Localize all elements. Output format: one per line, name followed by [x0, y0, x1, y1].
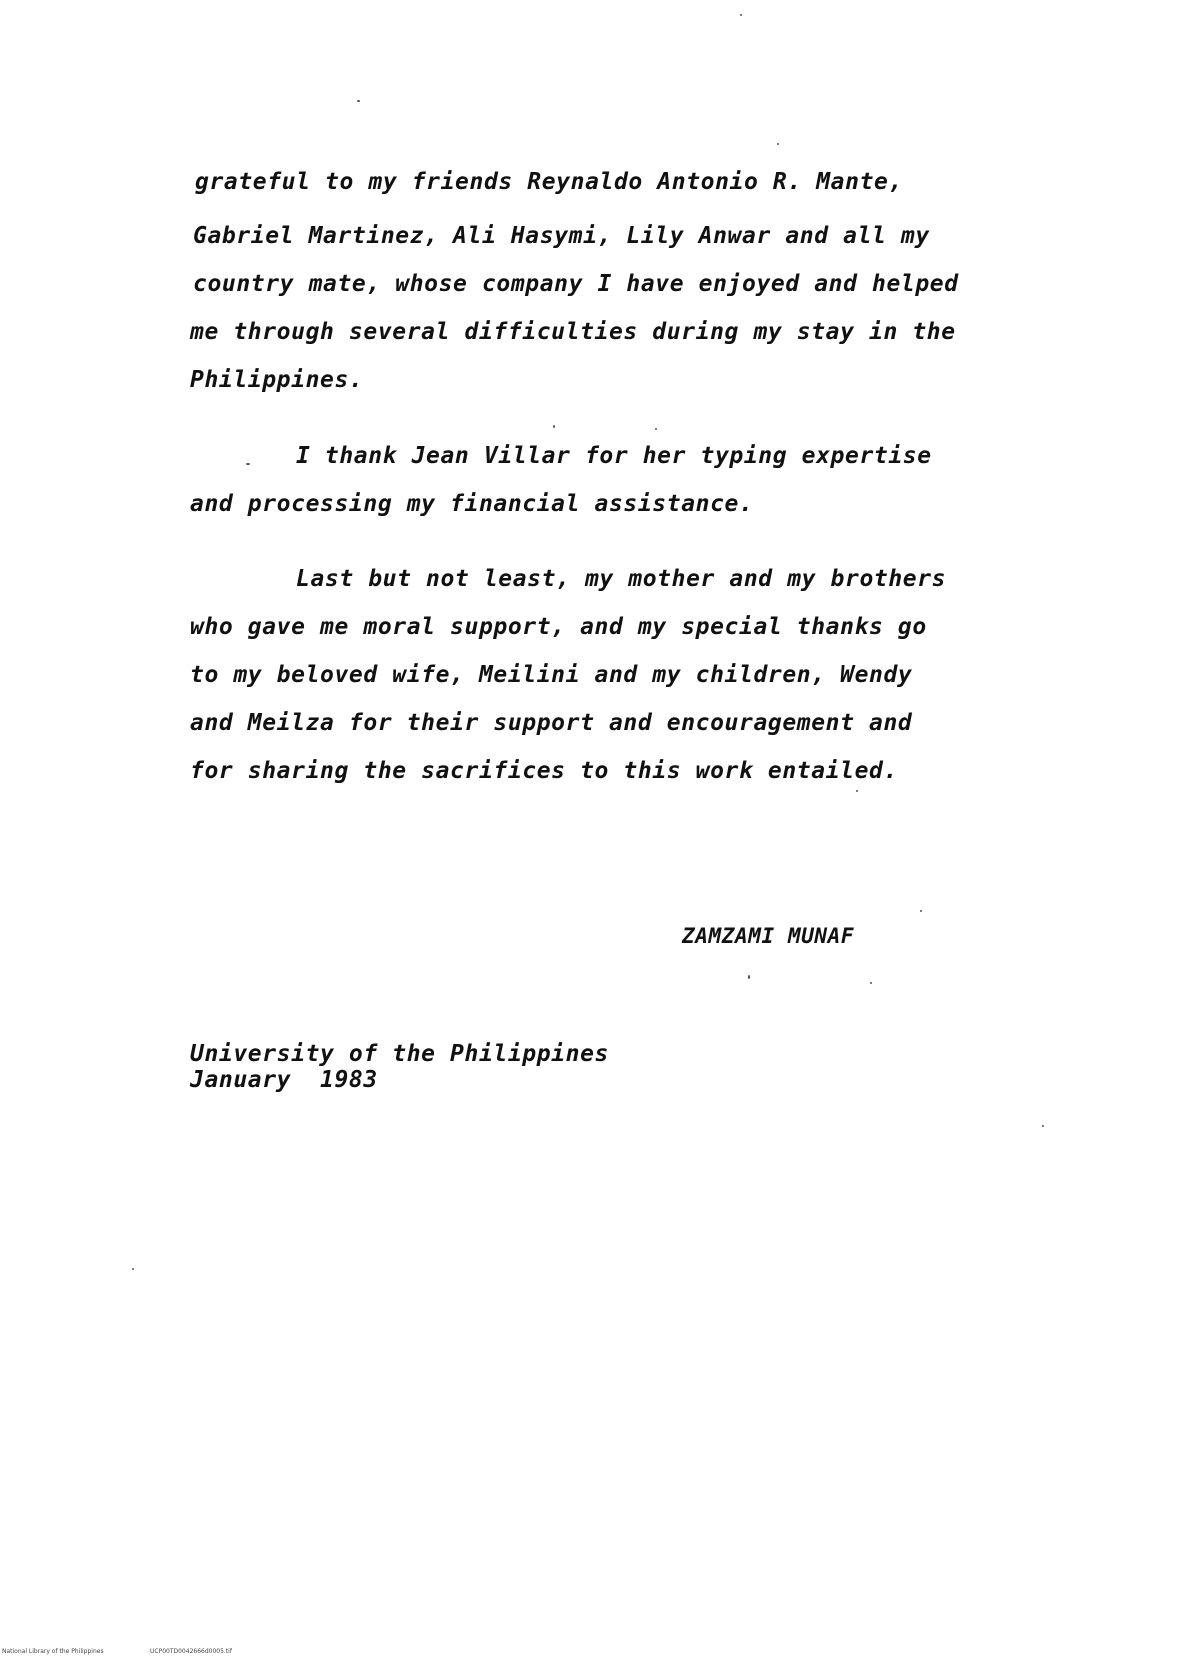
scan-speck: [748, 975, 750, 979]
text-line: to my beloved wife, Meilini and my children, Wendy: [190, 662, 913, 688]
text-line: Philippines.: [190, 367, 364, 393]
scan-speck: [246, 463, 250, 465]
library-footer: National Library of the Philippines: [2, 1648, 104, 1655]
text-line: Last but not least, my mother and my brothers: [296, 566, 947, 592]
scan-speck: [740, 14, 742, 16]
scan-speck: [1042, 1125, 1044, 1127]
author-signature: ZAMZAMI MUNAF: [682, 924, 855, 948]
text-line: and processing my financial assistance.: [190, 491, 754, 517]
scan-speck: [856, 790, 858, 792]
scan-speck: [777, 143, 779, 145]
institution-line: University of the Philippines: [190, 1041, 609, 1067]
scan-speck: [655, 428, 657, 430]
text-line: Gabriel Martinez, Ali Hasymi, Lily Anwar and all my: [193, 223, 930, 249]
scan-speck: [132, 1268, 134, 1270]
text-line: I thank Jean Villar for her typing expertise: [296, 443, 932, 469]
text-line: me through several difficulties during my stay in the: [190, 319, 956, 345]
date-line: January 1983: [190, 1067, 378, 1093]
text-line: grateful to my friends Reynaldo Antonio R. Mante,: [195, 169, 903, 195]
scan-speck: [870, 982, 872, 984]
text-line: for sharing the sacrifices to this work entailed.: [190, 758, 898, 784]
text-line: who gave me moral support, and my special thanks go: [190, 614, 927, 640]
scan-speck: [920, 910, 922, 912]
text-line: country mate, whose company I have enjoyed and helped: [193, 271, 959, 297]
scan-speck: [357, 100, 360, 102]
scan-speck: [553, 425, 555, 428]
text-line: and Meilza for their support and encouragement and: [190, 710, 913, 736]
image-code-footer: UCP00TD0042666d0005.tif: [150, 1648, 232, 1655]
